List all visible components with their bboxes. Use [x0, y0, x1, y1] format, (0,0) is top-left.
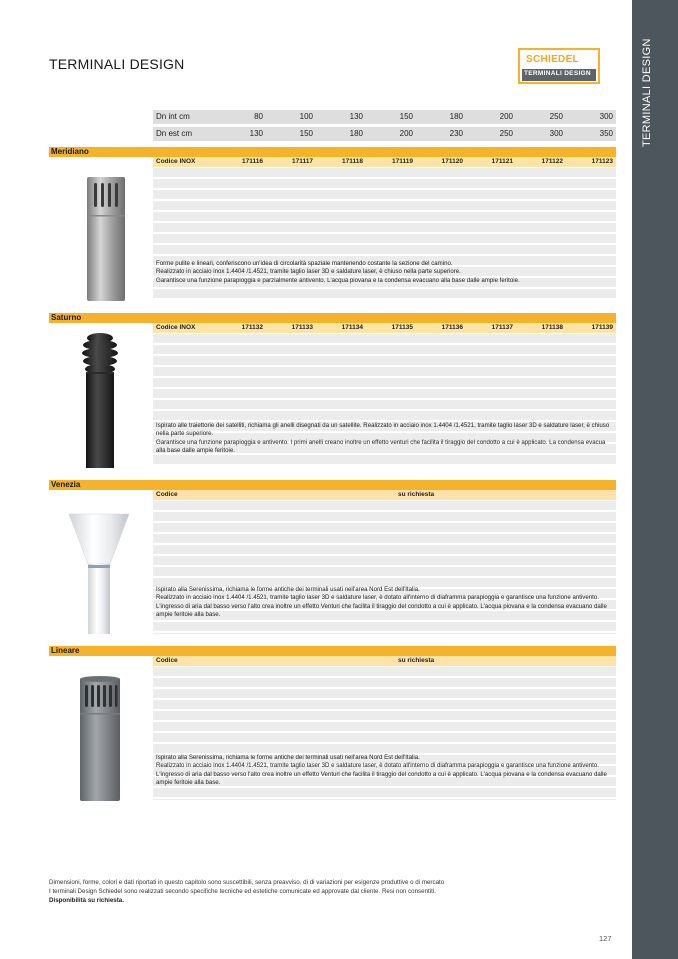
code-label: Codice INOX [156, 324, 196, 331]
section-bar-venezia [49, 480, 616, 490]
dn-est-value: 230 [449, 129, 463, 138]
page-title: TERMINALI DESIGN [49, 56, 185, 72]
code-row-venezia [153, 490, 616, 500]
dn-est-label: Dn est cm [156, 129, 193, 138]
dn-est-value: 250 [499, 129, 513, 138]
product-code: 171118 [342, 158, 363, 165]
description-line: Realizzato in acciaio inox 1.4404 /1.4521, tramite taglio laser 3D e saldature laser, è dotato all'interno di diaframma parapioggia e garantisce una funzione antivento. L'ingresso di aria dal basso verso l'alto crea inoltre un effetto Venturi che facilita il tiraggio del condotto a cui è applicato. L'acqua piovana e la condensa evacuano dalle ampie feritoie alla base. [156, 762, 607, 787]
dn-int-value: 130 [349, 112, 363, 121]
product-description [156, 586, 614, 620]
code-row-lineare [153, 656, 616, 666]
venezia-product-image [66, 510, 132, 634]
dn-int-value: 150 [399, 112, 413, 121]
saturno-product-image [78, 332, 122, 468]
page-number: 127 [599, 934, 612, 943]
code-row-saturno [153, 323, 616, 333]
logo-brand: SCHIEDEL [526, 54, 579, 65]
description-line: Realizzato in acciaio inox 1.4404 /1.4521, tramite taglio laser 3D e saldature laser, è chiuso nella parte superiore. [156, 268, 461, 276]
product-code: 171123 [591, 158, 613, 165]
section-bar-meridiano [49, 147, 616, 157]
product-name: Lineare [51, 646, 80, 655]
dn-est-value: 150 [299, 129, 313, 138]
dn-est-value: 130 [249, 129, 263, 138]
product-name: Meridiano [51, 147, 89, 156]
section-bar-lineare [49, 646, 616, 656]
dn-est-row [153, 127, 616, 141]
product-code: 171120 [441, 158, 463, 165]
product-code: 171116 [242, 158, 263, 165]
description-line: Ispirato alla Serenissima, richiama le forme antiche dei terminali usati nell'area Nord Est dell'Italia. [156, 586, 420, 593]
availability-note: su richiesta [398, 491, 435, 498]
code-label: Codice [156, 491, 178, 498]
dn-est-value: 180 [349, 129, 363, 138]
description-line: Ispirato alle traiettorie dei satelliti, richiama gli anelli disegnati da un satellite. Realizzato in acciaio inox 1.4404 /1.4521, tramite taglio laser 3D e saldature laser, è chiuso nella parte superiore. [156, 422, 610, 438]
footer-notes [49, 878, 609, 905]
description-line: Forme pulite e lineari, conferiscono un'idea di circolarità spaziale mantenendo costante la sezione del camino. [156, 260, 453, 267]
product-code: 171122 [541, 158, 563, 165]
logo-subtitle: TERMINALI DESIGN [524, 70, 591, 77]
product-code: 171135 [391, 324, 413, 331]
product-code: 171134 [341, 324, 363, 331]
product-code: 171119 [392, 158, 413, 165]
dn-int-value: 180 [449, 112, 463, 121]
product-code: 171121 [491, 158, 513, 165]
product-name: Venezia [51, 480, 81, 489]
dn-int-value: 80 [254, 112, 263, 121]
dn-int-value: 100 [299, 112, 313, 121]
dn-int-label: Dn int cm [156, 112, 190, 121]
product-code: 171133 [291, 324, 313, 331]
dn-est-value: 350 [599, 129, 613, 138]
schiedel-logo [518, 48, 600, 84]
footer-availability: Disponibilità su richiesta. [49, 897, 124, 904]
product-description [156, 422, 614, 456]
product-code: 171117 [292, 158, 313, 165]
meridiano-product-image [84, 175, 130, 303]
description-line: Garantisce una funzione parapioggia e antivento. I primi anelli creano inoltre un effetto venturi che facilita il tiraggio del condotto a cui è applicato. La condensa evacua alla base dalle ampie feritoie. [156, 438, 606, 455]
product-description [156, 754, 614, 788]
code-row-meridiano [153, 157, 616, 167]
code-label: Codice [156, 657, 178, 664]
dn-est-value: 300 [549, 129, 563, 138]
description-line: Ispirato alla Serenissima, richiama le forme antiche dei terminali usati nell'area Nord Est dell'Italia. [156, 754, 420, 761]
description-line: Garantisce una funzione parapioggia e parzialmente antivento. L'acqua piovana e la condensa evacuano alla base dalle ampie feritoie. [156, 276, 520, 284]
footer-line: I terminali Design Schiedel sono realizzati secondo specifiche tecniche ed estetiche comunicate ed approvate dal cliente. Resi non consentiti. [49, 888, 436, 895]
lineare-product-image [78, 675, 122, 801]
code-label: Codice INOX [156, 158, 196, 165]
footer-line: Dimensioni, forme, colori e dati riportati in questo capitolo sono suscettibili, senza preavviso, di di variazioni per esigenze produttive o di mercato [49, 879, 445, 886]
product-description [156, 260, 614, 285]
dn-int-row [153, 110, 616, 124]
product-code: 171136 [441, 324, 463, 331]
dn-est-value: 200 [399, 129, 413, 138]
side-tab [632, 0, 678, 959]
product-code: 171137 [491, 324, 513, 331]
description-line: Realizzato in acciaio inox 1.4404 /1.4521, tramite taglio laser 3D e saldature laser, è dotato all'interno di diaframma parapioggia e garantisce una funzione antivento. L'ingresso di aria dal basso verso l'alto crea inoltre un effetto Venturi che facilita il tiraggio del condotto a cui è applicato. L'acqua piovana e la condensa evacuano dalle ampie feritoie alla base. [156, 594, 607, 619]
availability-note: su richiesta [398, 657, 435, 664]
dn-int-value: 300 [599, 112, 613, 121]
side-tab-label: TERMINALI DESIGN [641, 38, 653, 147]
section-bar-saturno [49, 313, 616, 323]
product-code: 171139 [591, 324, 613, 331]
product-name: Saturno [51, 313, 82, 322]
dn-int-value: 250 [549, 112, 563, 121]
dn-int-value: 200 [499, 112, 513, 121]
product-code: 171138 [541, 324, 563, 331]
product-code: 171132 [241, 324, 263, 331]
